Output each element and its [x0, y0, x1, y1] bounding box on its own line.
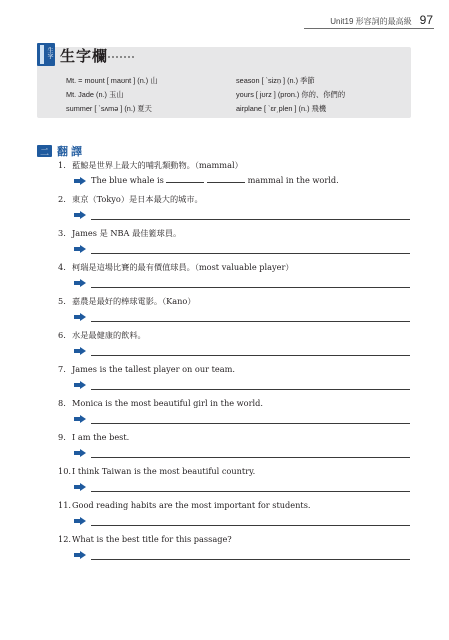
answer-blank[interactable] [166, 175, 204, 183]
answer-row [74, 175, 410, 187]
section-number: 二 [37, 145, 52, 157]
exercise-item [58, 466, 418, 500]
exercise-number: 5. [58, 296, 66, 306]
vocab-entry: Mt. = mount [ maʊnt ] (n.) 山 [66, 76, 158, 85]
exercise-number: 3. [58, 228, 66, 238]
exercise-item [58, 330, 418, 364]
exercise-number: 7. [58, 364, 66, 374]
page-header [330, 13, 433, 27]
vocab-entry: airplane [ ˋɛr͵plen ] (n.) 飛機 [236, 104, 327, 113]
vocab-entry: season [ ˋsizṇ ] (n.) 季節 [236, 76, 315, 85]
answer-row [74, 481, 410, 493]
answer-prompt [91, 175, 339, 186]
question-text: 水是最健康的飲料。 [72, 330, 146, 340]
question-text: 嘉農是最好的棒球電影。（Kano） [72, 296, 196, 306]
exercise-question [58, 364, 235, 375]
question-text: James 是 NBA 最佳籃球員。 [72, 228, 182, 238]
exercise-number: 9. [58, 432, 66, 442]
vocab-entry: Mt. Jade (n.) 玉山 [66, 90, 124, 99]
answer-line[interactable] [91, 559, 410, 560]
exercise-question [58, 194, 203, 205]
header-rule [304, 28, 434, 29]
exercise-item [58, 398, 418, 432]
vocab-column-right [236, 74, 345, 116]
answer-line[interactable] [91, 321, 410, 322]
answer-start-text: The blue whale is [91, 175, 164, 185]
exercise-number: 2. [58, 194, 66, 204]
arrow-right-icon [74, 279, 86, 287]
arrow-right-icon [74, 517, 86, 525]
answer-row [74, 447, 410, 459]
exercise-item [58, 296, 418, 330]
vocab-entry: summer [ ˋsʌmə ] (n.) 夏天 [66, 104, 152, 113]
exercise-item [58, 228, 418, 262]
question-text: James is the tallest player on our team. [72, 364, 235, 374]
vocab-entry: yours [ jʊrz ] (pron.) 你的、你們的 [236, 90, 346, 99]
exercise-question [58, 228, 181, 239]
question-text: Monica is the most beautiful girl in the world. [72, 398, 263, 408]
section-heading [37, 143, 85, 159]
arrow-right-icon [74, 449, 86, 457]
exercise-item [58, 194, 418, 228]
exercise-number: 6. [58, 330, 66, 340]
exercise-question [58, 534, 232, 545]
arrow-right-icon [74, 177, 86, 185]
answer-end-text: mammal in the world. [247, 175, 339, 185]
answer-line[interactable] [91, 355, 410, 356]
answer-row [74, 549, 410, 561]
arrow-right-icon [74, 245, 86, 253]
answer-line[interactable] [91, 253, 410, 254]
exercise-item [58, 432, 418, 466]
arrow-right-icon [74, 415, 86, 423]
arrow-right-icon [74, 483, 86, 491]
question-text: 藍鯨是世界上最大的哺乳類動物。（mammal） [72, 160, 243, 170]
arrow-right-icon [74, 381, 86, 389]
arrow-right-icon [74, 211, 86, 219]
answer-line[interactable] [91, 491, 410, 492]
arrow-right-icon [74, 551, 86, 559]
answer-line[interactable] [91, 525, 410, 526]
exercise-question [58, 330, 146, 341]
vocab-dots [108, 56, 134, 58]
question-text: Good reading habits are the most important for students. [72, 500, 311, 510]
exercise-item [58, 160, 418, 194]
section-title: 翻譯 [57, 145, 85, 158]
exercise-item [58, 500, 418, 534]
exercise-question [58, 398, 263, 409]
exercise-question [58, 296, 196, 307]
answer-row [74, 243, 410, 255]
book-icon-text: 生字 [46, 47, 53, 59]
answer-line[interactable] [91, 389, 410, 390]
answer-line[interactable] [91, 423, 410, 424]
vocab-badge [37, 43, 137, 67]
answer-row [74, 515, 410, 527]
unit-title: Unit19 形容詞的最高級 [330, 17, 412, 26]
exercise-number: 1. [58, 160, 66, 170]
question-text: 東京（Tokyo）是日本最大的城市。 [72, 194, 203, 204]
exercise-question [58, 500, 311, 511]
exercise-number: 4. [58, 262, 66, 272]
answer-row [74, 277, 410, 289]
exercise-number: 10. [58, 466, 72, 476]
exercise-number: 11. [58, 500, 72, 510]
answer-line[interactable] [91, 219, 410, 220]
exercise-number: 8. [58, 398, 66, 408]
answer-row [74, 311, 410, 323]
exercise-question [58, 466, 255, 477]
arrow-right-icon [74, 313, 86, 321]
exercise-question [58, 432, 129, 443]
exercise-item [58, 262, 418, 296]
exercise-question [58, 262, 294, 273]
answer-line[interactable] [91, 287, 410, 288]
book-icon [37, 43, 57, 67]
question-text: I think Taiwan is the most beautiful country. [72, 466, 256, 476]
exercise-number: 12. [58, 534, 72, 544]
exercise-question [58, 160, 243, 171]
exercise-item [58, 534, 418, 568]
question-text: 柯瑞是這場比賽的最有價值球員。（most valuable player） [72, 262, 294, 272]
answer-blank[interactable] [207, 175, 245, 183]
arrow-right-icon [74, 347, 86, 355]
page-number: 97 [419, 13, 433, 27]
question-text: What is the best title for this passage? [72, 534, 232, 544]
answer-line[interactable] [91, 457, 410, 458]
answer-row [74, 345, 410, 357]
answer-row [74, 379, 410, 391]
vocab-title: 生字欄 [60, 46, 109, 65]
exercise-item [58, 364, 418, 398]
question-text: I am the best. [72, 432, 130, 442]
answer-row [74, 413, 410, 425]
answer-row [74, 209, 410, 221]
vocab-column-left [66, 74, 158, 116]
